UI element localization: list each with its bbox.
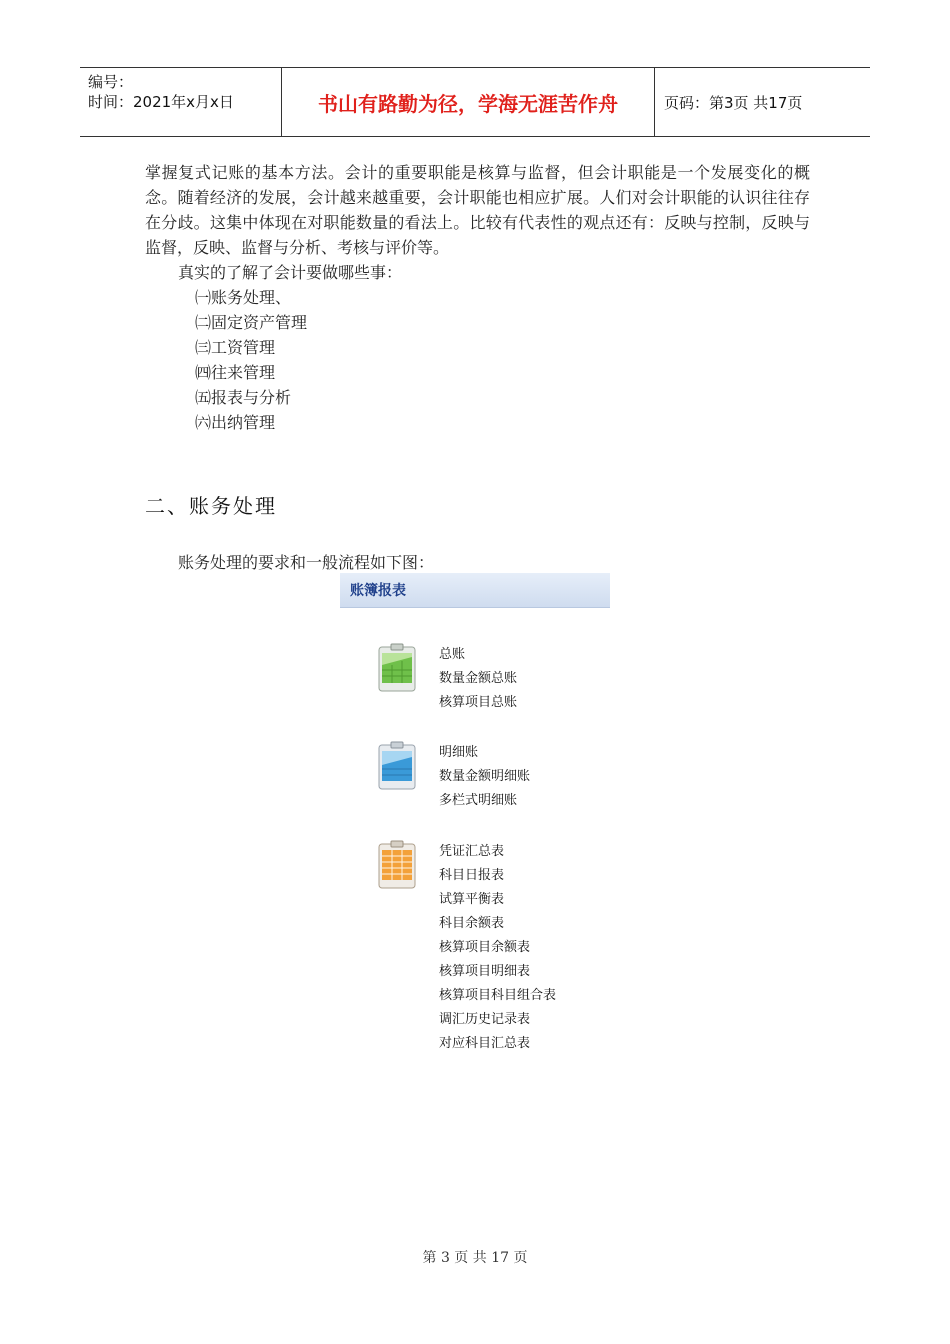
intro-paragraph: 掌握复式记账的基本方法。会计的重要职能是核算与监督，但会计职能是一个发展变化的概念。随着经济的发展，会计越来越重要，会计职能也相应扩展。人们对会计职能的认识往往存在分歧。这集中体现在对职能数量的看法上。比较有代表性的观点还有：反映与控制，反映与监督，反映、监督与分析、考核与评价等。 bbox=[145, 163, 810, 257]
list-item[interactable]: 明细账 bbox=[439, 745, 479, 760]
flow-caption: 账务处理的要求和一般流程如下图： bbox=[178, 553, 435, 572]
header-left bbox=[88, 72, 234, 112]
header-page-info: 页码：第3页 共17页 bbox=[664, 93, 803, 112]
ledger-report-panel-header bbox=[340, 573, 610, 608]
list-item[interactable]: 核算项目明细表 bbox=[439, 964, 531, 979]
number-label: 编号： bbox=[88, 73, 134, 91]
list-item[interactable]: 科目余额表 bbox=[439, 916, 505, 931]
list-item: ㈠账务处理、 bbox=[195, 288, 292, 307]
list-item[interactable]: 试算平衡表 bbox=[439, 892, 505, 907]
list-item: ㈢工资管理 bbox=[195, 338, 276, 357]
orange-report-icon bbox=[377, 840, 417, 894]
list-item[interactable]: 核算项目科目组合表 bbox=[439, 988, 557, 1003]
list-item: ㈤报表与分析 bbox=[195, 388, 292, 407]
task-list bbox=[195, 285, 307, 435]
lead-text: 真实的了解了会计要做哪些事： bbox=[178, 263, 403, 282]
header-motto: 书山有路勤为径，学海无涯苦作舟 bbox=[318, 91, 618, 116]
header-table bbox=[80, 67, 870, 137]
group-general-ledger bbox=[439, 643, 517, 715]
list-item[interactable]: 多栏式明细账 bbox=[439, 793, 518, 808]
list-item[interactable]: 数量金额明细账 bbox=[439, 769, 531, 784]
group-reports bbox=[439, 840, 556, 1056]
list-item[interactable]: 数量金额总账 bbox=[439, 671, 518, 686]
list-item[interactable]: 调汇历史记录表 bbox=[439, 1012, 531, 1027]
list-item: ㈥出纳管理 bbox=[195, 413, 276, 432]
date-label: 时间：2021年x月x日 bbox=[88, 93, 234, 111]
header-divider bbox=[654, 68, 655, 136]
list-item[interactable]: 总账 bbox=[439, 647, 466, 662]
list-item[interactable]: 科目日报表 bbox=[439, 868, 505, 883]
list-item[interactable]: 对应科目汇总表 bbox=[439, 1036, 531, 1051]
list-item: ㈣往来管理 bbox=[195, 363, 276, 382]
green-ledger-icon bbox=[377, 643, 417, 697]
list-item[interactable]: 核算项目总账 bbox=[439, 695, 518, 710]
blue-ledger-icon bbox=[377, 741, 417, 795]
section-heading: 二、账务处理 bbox=[145, 494, 277, 518]
list-item[interactable]: 凭证汇总表 bbox=[439, 844, 505, 859]
list-item: ㈡固定资产管理 bbox=[195, 313, 308, 332]
list-item[interactable]: 核算项目余额表 bbox=[439, 940, 531, 955]
page-footer: 第 3 页 共 17 页 bbox=[422, 1250, 528, 1266]
group-detail-ledger bbox=[439, 741, 530, 813]
panel-title: 账簿报表 bbox=[350, 583, 406, 599]
